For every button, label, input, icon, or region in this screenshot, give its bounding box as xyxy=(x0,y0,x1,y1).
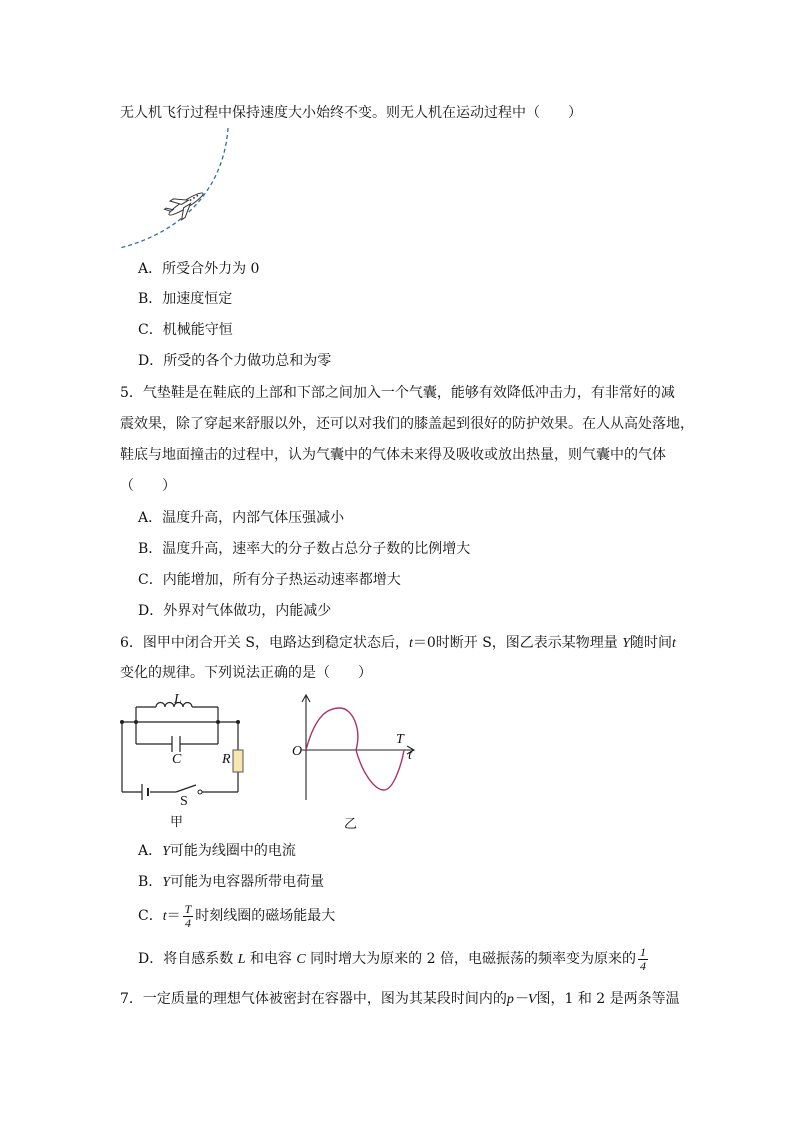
sine-graph xyxy=(290,692,430,802)
sine-curve xyxy=(306,708,404,790)
q5-option-c[interactable]: C．内能增加，所有分子热运动速率都增大 xyxy=(138,572,401,588)
q5-stem-line-3: 鞋底与地面撞击的过程中，认为气囊中的气体未来得及吸收或放出热量，则气囊中的气体 xyxy=(120,447,666,463)
q5-stem-line-4: （ ） xyxy=(120,478,176,494)
label-L: L xyxy=(174,692,182,707)
q6-option-a[interactable]: A．Y可能为线圈中的电流 xyxy=(138,843,296,859)
q5-option-d[interactable]: D．外界对气体做功，内能减少 xyxy=(138,603,332,619)
label-C: C xyxy=(172,752,182,767)
caption-yi: 乙 xyxy=(344,817,358,832)
label-origin-O: O xyxy=(292,744,303,759)
dashed-trajectory xyxy=(120,128,228,248)
q6-option-c[interactable]: C．t＝ $\frac{T}{4}$ 时刻线圈的磁场能最大 xyxy=(138,901,336,930)
q4-option-c[interactable]: C．机械能守恒 xyxy=(138,322,233,338)
q6-stem-line-1: 6．图甲中闭合开关 S，电路达到稳定状态后，t＝0时断开 S，图乙表示某物理量 Y随时间t xyxy=(120,635,676,651)
label-period-T: T xyxy=(396,732,404,747)
label-axis-t: t xyxy=(408,748,412,763)
fraction-T-over-4: $\frac{T}{4}$ xyxy=(184,901,192,930)
q4-option-d[interactable]: D．所受的各个力做功总和为零 xyxy=(138,353,332,369)
q5-option-b[interactable]: B．温度升高，速率大的分子数占总分子数的比例增大 xyxy=(138,541,471,557)
q6-option-b[interactable]: B．Y可能为电容器所带电荷量 xyxy=(138,874,325,890)
caption-jia: 甲 xyxy=(170,815,184,830)
q5-stem-line-1: 5．气垫鞋是在鞋底的上部和下部之间加入一个气囊，能够有效降低冲击力，有非常好的减 xyxy=(120,385,675,401)
switch-lever xyxy=(176,785,196,792)
q4-option-a[interactable]: A．所受合外力为 0 xyxy=(138,261,260,277)
drone-trajectory-figure xyxy=(116,126,246,252)
sine-graph-figure-yi xyxy=(290,692,430,832)
q6-stem-line-2: 变化的规律。下列说法正确的是（ ） xyxy=(120,665,372,681)
q6-option-d[interactable]: D．将自感系数 L 和电容 C 同时增大为原来的 2 倍，电磁振荡的频率变为原来的 $\frac{1}{4}$ xyxy=(138,944,646,973)
fraction-1-over-4: $\frac{1}{4}$ xyxy=(640,944,646,973)
label-S: S xyxy=(180,794,188,809)
q7-stem-line-1: 7．一定质量的理想气体被密封在容器中，图为其某段时间内的p－V图，1 和 2 是两条等温 xyxy=(120,991,680,1007)
label-R: R xyxy=(222,752,231,767)
q4-stem: 无人机飞行过程中保持速度大小始终不变。则无人机在运动过程中（ ） xyxy=(120,105,582,121)
resistor xyxy=(233,750,243,772)
q5-stem-line-2: 震效果，除了穿起来舒服以外，还可以对我们的膝盖起到很好的防护效果。在人从高处落地， xyxy=(120,416,694,432)
q5-option-a[interactable]: A．温度升高，内部气体压强减小 xyxy=(138,510,345,526)
q4-option-b[interactable]: B．加速度恒定 xyxy=(138,291,233,307)
airplane-icon xyxy=(162,184,208,224)
circuit-figure-jia xyxy=(114,692,254,828)
